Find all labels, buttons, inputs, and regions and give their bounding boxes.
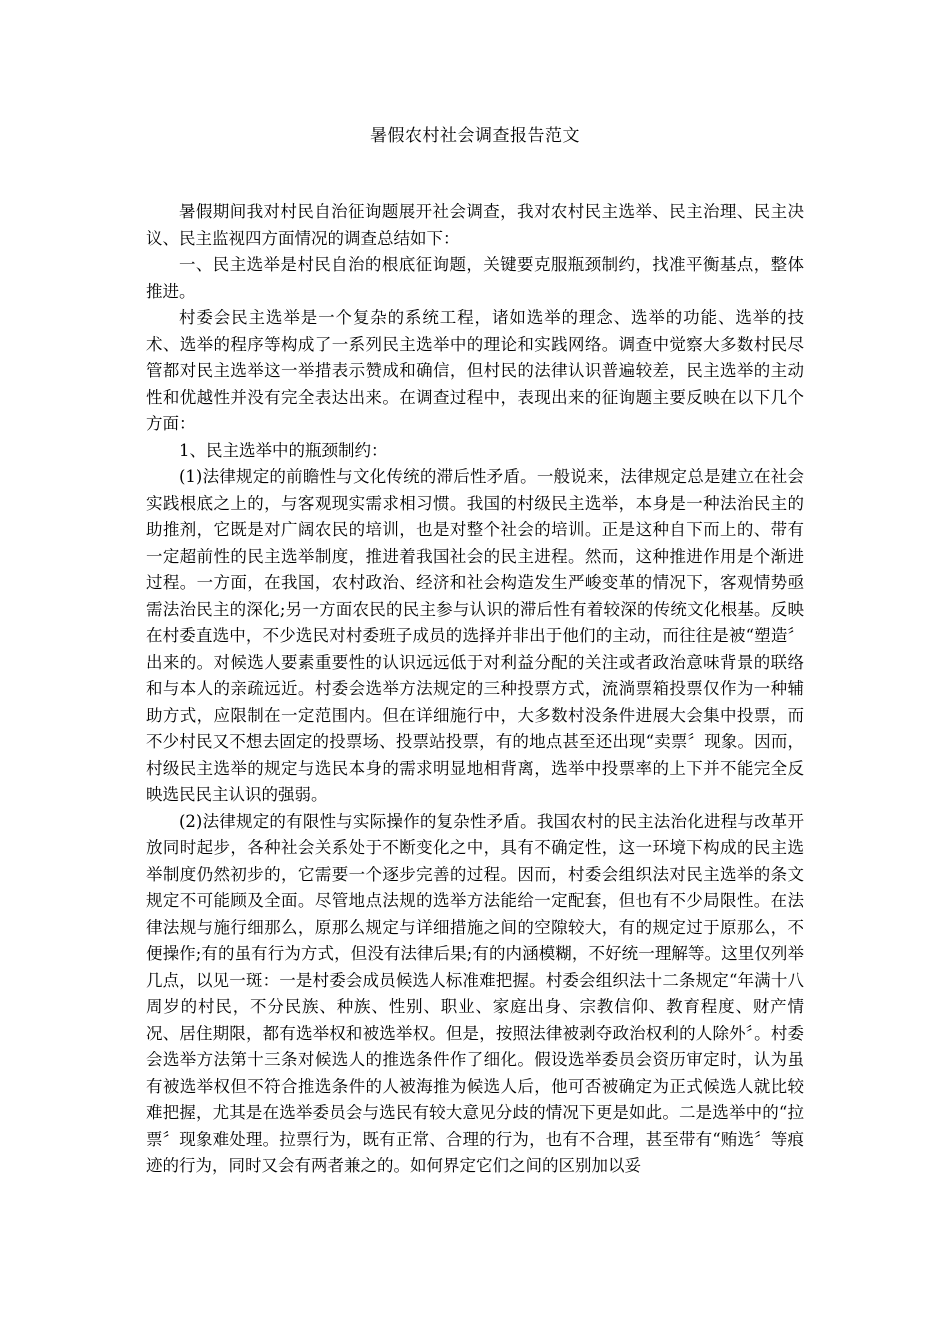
paragraph-section-heading: 一、民主选举是村民自治的根底征询题，关键要克服瓶颈制约，找准平衡基点，整体推进。 <box>146 255 804 301</box>
document-title: 暑假农村社会调查报告范文 <box>370 126 580 146</box>
paragraph-point-1: (1)法律规定的前瞻性与文化传统的滞后性矛盾。一般说来，法律规定总是建立在社会实践根底之上的，与客观现实需求相习惯。我国的村级民主选举，本身是一种法治民主的助推剂，它既是对广阔农民的培训，也是对整个社会的培训。正是这种自下而上的、带有一定超前性的民主选举制度，推进着我国社会的民主进程。然而，这种推进作用是个渐进过程。一方面，在我国，农村政治、经济和社会构造发生严峻变革的情况下，客观情势亟需法治民主的深化;另一方面农民的民主参与认识的滞后性有着较深的传统文化根基。反映在村委直选中，不少选民对村委班子成员的选择并非出于他们的主动，而往往是被“塑造〞出来的。对候选人要素重要性的认识远远低于对利益分配的关注或者政治意味背景的联络和与本人的亲疏远近。村委会选举方法规定的三种投票方式，流淌票箱投票仅作为一种辅助方式，应限制在一定范围内。但在详细施行中，大多数村没条件进展大会集中投票，而不少村民又不想去固定的投票场、投票站投票，有的地点甚至还出现“卖票〞现象。因而，村级民主选举的规定与选民本身的需求明显地相背离，选举中投票率的上下并不能完全反映选民民主认识的强弱。 <box>146 467 804 804</box>
paragraph-intro: 暑假期间我对村民自治征询题展开社会调查，我对农村民主选举、民主治理、民主决议、民主监视四方面情况的调查总结如下： <box>146 202 804 248</box>
paragraph-point-2: (2)法律规定的有限性与实际操作的复杂性矛盾。我国农村的民主法治化进程与改革开放同时起步，各种社会关系处于不断变化之中，具有不确定性，这一环境下构成的民主选举制度仍然初步的，它需要一个逐步完善的过程。因而，村委会组织法对民主选举的条文规定不可能顾及全面。尽管地点法规的选举方法能给一定配套，但也有不少局限性。在法律法规与施行细那么，原那么规定与详细措施之间的空隙较大，有的规定过于原那么，不便操作;有的虽有行为方式，但没有法律后果;有的内涵模糊，不好统一理解等。这里仅列举几点，以见一斑：一是村委会成员候选人标准难把握。村委会组织法十二条规定“年满十八周岁的村民，不分民族、种族、性别、职业、家庭出身、宗教信仰、教育程度、财产情况、居住期限，都有选举权和被选举权。但是，按照法律被剥夺政治权利的人除外〞。村委会选举方法第十三条对候选人的推选条件作了细化。假设选举委员会资历审定时，认为虽有被选举权但不符合推选条件的人被海推为候选人后，他可否被确定为正式候选人就比较难把握，尤其是在选举委员会与选民有较大意见分歧的情况下更是如此。二是选举中的“拉票〞现象难处理。拉票行为，既有正常、合理的行为，也有不合理，甚至带有“贿选〞等痕迹的行为，同时又会有两者兼之的。如何界定它们之间的区别加以妥 <box>146 811 804 1175</box>
paragraph-subheading: 1、民主选举中的瓶颈制约： <box>179 440 388 460</box>
paragraph-overview: 村委会民主选举是一个复杂的系统工程，诸如选举的理念、选举的功能、选举的技术、选举的程序等构成了一系列民主选举中的理论和实践网络。调查中觉察大多数村民尽管都对民主选举这一举措表示赞成和确信，但村民的法律认识普遍较差，民主选举的主动性和优越性并没有完全表达出来。在调查过程中，表现出来的征询题主要反映在以下几个方面： <box>146 308 804 433</box>
document-body <box>146 199 804 1180</box>
